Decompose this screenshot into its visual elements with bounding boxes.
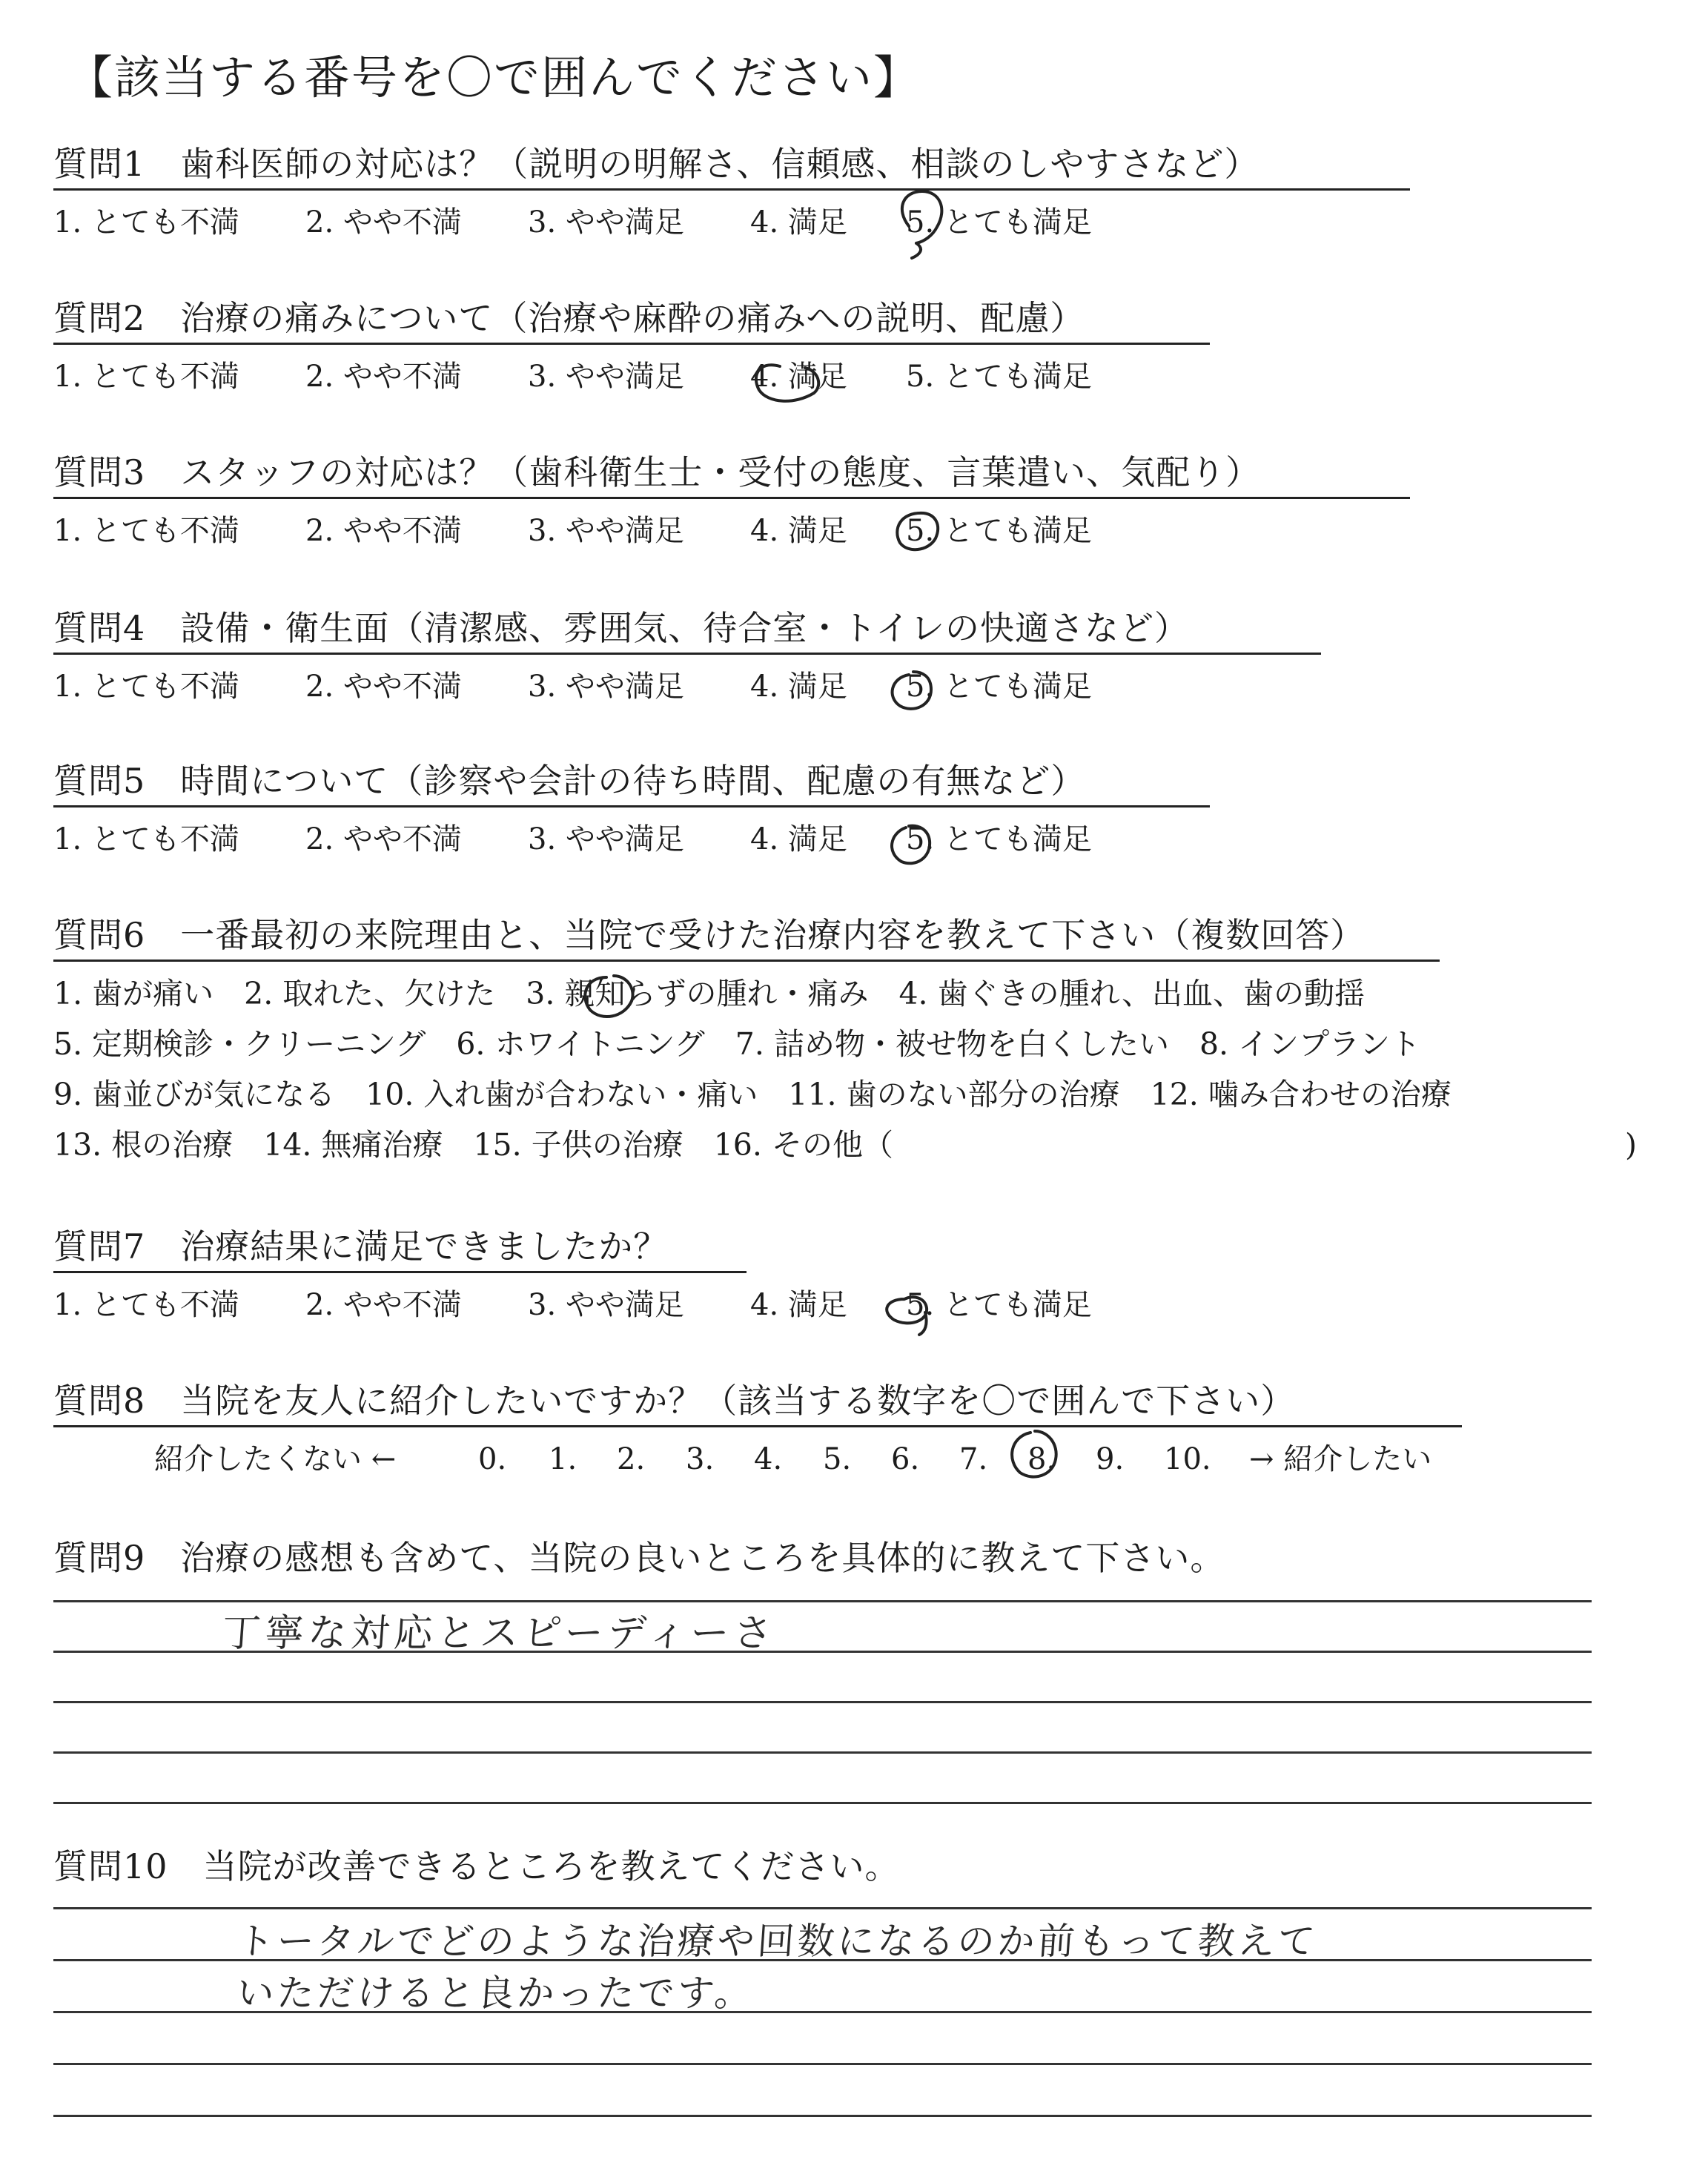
- question-8-title: 質問8 当院を友人に紹介したいですか？（該当する数字を〇で囲んで下さい）: [53, 1379, 1462, 1427]
- q3-option-5[interactable]: 5. とても満足: [906, 514, 1092, 548]
- q5-option-5[interactable]: 5. とても満足: [906, 822, 1092, 856]
- question-6-title: 質問6 一番最初の来院理由と、当院で受けた治療内容を教えて下さい（複数回答）: [53, 914, 1440, 962]
- q6-other-close-paren: ): [1625, 1127, 1637, 1163]
- q8-number-9[interactable]: 9.: [1096, 1442, 1125, 1476]
- q8-number-8[interactable]: 8.: [1027, 1442, 1056, 1476]
- q8-number-1[interactable]: 1.: [549, 1442, 577, 1476]
- question-9-title: 質問9 治療の感想も含めて、当院の良いところを具体的に教えて下さい。: [53, 1538, 1225, 1578]
- q5-option-1[interactable]: 1. とても不満: [53, 822, 239, 856]
- q9-handwritten-answer[interactable]: 丁寧な対応とスピーディーさ: [220, 1611, 778, 1656]
- q1-option-2[interactable]: 2. やや不満: [305, 205, 462, 240]
- q8-number-6[interactable]: 6.: [891, 1442, 920, 1476]
- q1-option-5[interactable]: 5. とても満足: [906, 205, 1092, 240]
- q4-option-4[interactable]: 4. 満足: [750, 670, 847, 704]
- question-2-title: 質問2 治療の痛みについて（治療や麻酔の痛みへの説明、配慮）: [53, 297, 1210, 345]
- q10-answer-rule: [53, 2063, 1592, 2065]
- q5-option-2[interactable]: 2. やや不満: [305, 822, 462, 856]
- form-header: 【該当する番号を〇で囲んでください】: [67, 50, 921, 105]
- q2-option-5[interactable]: 5. とても満足: [906, 360, 1092, 394]
- question-5-title: 質問5 時間について（診察や会計の待ち時間、配慮の有無など）: [53, 759, 1210, 807]
- q6-options-row-3[interactable]: 9. 歯並びが気になる 10. 入れ歯が合わない・痛い 11. 歯のない部分の治療 12. 噛み合わせの治療: [53, 1077, 1452, 1112]
- q7-option-2[interactable]: 2. やや不満: [305, 1288, 462, 1322]
- q2-option-4[interactable]: 4. 満足: [750, 360, 847, 394]
- question-10-title: 質問10 当院が改善できるところを教えてください。: [53, 1846, 900, 1886]
- q8-number-10[interactable]: 10.: [1164, 1442, 1211, 1476]
- q6-options-row-4[interactable]: 13. 根の治療 14. 無痛治療 15. 子供の治療 16. その他（: [53, 1127, 893, 1163]
- q8-right-label: → 紹介したい: [1249, 1442, 1432, 1476]
- q8-number-0[interactable]: 0.: [478, 1442, 507, 1476]
- question-7-title: 質問7 治療結果に満足できましたか？: [53, 1225, 747, 1273]
- q4-option-1[interactable]: 1. とても不満: [53, 670, 239, 704]
- q3-option-1[interactable]: 1. とても不満: [53, 514, 239, 548]
- q9-answer-rule: [53, 1802, 1592, 1804]
- q8-number-7[interactable]: 7.: [959, 1442, 988, 1476]
- q9-answer-rule: [53, 1751, 1592, 1754]
- q10-answer-rule: [53, 2115, 1592, 2117]
- q8-left-label: 紹介したくない ←: [154, 1442, 397, 1476]
- q3-option-3[interactable]: 3. やや満足: [528, 514, 684, 548]
- q1-option-4[interactable]: 4. 満足: [750, 205, 847, 240]
- q9-answer-rule: [53, 1701, 1592, 1703]
- q7-option-5[interactable]: 5. とても満足: [906, 1288, 1092, 1322]
- q4-option-2[interactable]: 2. やや不満: [305, 670, 462, 704]
- q8-number-5[interactable]: 5.: [823, 1442, 852, 1476]
- q2-option-2[interactable]: 2. やや不満: [305, 360, 462, 394]
- q2-option-3[interactable]: 3. やや満足: [528, 360, 684, 394]
- q6-options-row-1[interactable]: 1. 歯が痛い 2. 取れた、欠けた 3. 親知らずの腫れ・痛み 4. 歯ぐきの腫れ、出血、歯の動揺: [53, 976, 1366, 1011]
- question-3-title: 質問3 スタッフの対応は？（歯科衛生士・受付の態度、言葉遣い、気配り）: [53, 451, 1410, 499]
- question-4-title: 質問4 設備・衛生面（清潔感、雰囲気、待合室・トイレの快適さなど）: [53, 607, 1321, 655]
- q2-option-1[interactable]: 1. とても不満: [53, 360, 239, 394]
- q8-number-4[interactable]: 4.: [754, 1442, 783, 1476]
- q7-option-4[interactable]: 4. 満足: [750, 1288, 847, 1322]
- q3-option-4[interactable]: 4. 満足: [750, 514, 847, 548]
- q4-option-3[interactable]: 3. やや満足: [528, 670, 684, 704]
- question-1-title: 質問1 歯科医師の対応は？（説明の明解さ、信頼感、相談のしやすさなど）: [53, 142, 1410, 191]
- q1-option-3[interactable]: 3. やや満足: [528, 205, 684, 240]
- q5-option-4[interactable]: 4. 満足: [750, 822, 847, 856]
- q4-option-5[interactable]: 5. とても満足: [906, 670, 1092, 704]
- q7-option-1[interactable]: 1. とても不満: [53, 1288, 239, 1322]
- q5-option-3[interactable]: 3. やや満足: [528, 822, 684, 856]
- q6-options-row-2[interactable]: 5. 定期検診・クリーニング 6. ホワイトニング 7. 詰め物・被せ物を白くしたい 8. インプラント: [53, 1026, 1421, 1062]
- q8-number-2[interactable]: 2.: [617, 1442, 646, 1476]
- q7-option-3[interactable]: 3. やや満足: [528, 1288, 684, 1322]
- q1-option-1[interactable]: 1. とても不満: [53, 205, 239, 240]
- q8-number-3[interactable]: 3.: [686, 1442, 715, 1476]
- q10-handwritten-answer-line-2[interactable]: いただけると良かったです。: [235, 1972, 756, 2015]
- q10-handwritten-answer-line-1[interactable]: トータルでどのような治療や回数になるのか前もって教えて: [235, 1920, 1320, 1963]
- q10-answer-rule: [53, 1907, 1592, 1909]
- q3-option-2[interactable]: 2. やや不満: [305, 514, 462, 548]
